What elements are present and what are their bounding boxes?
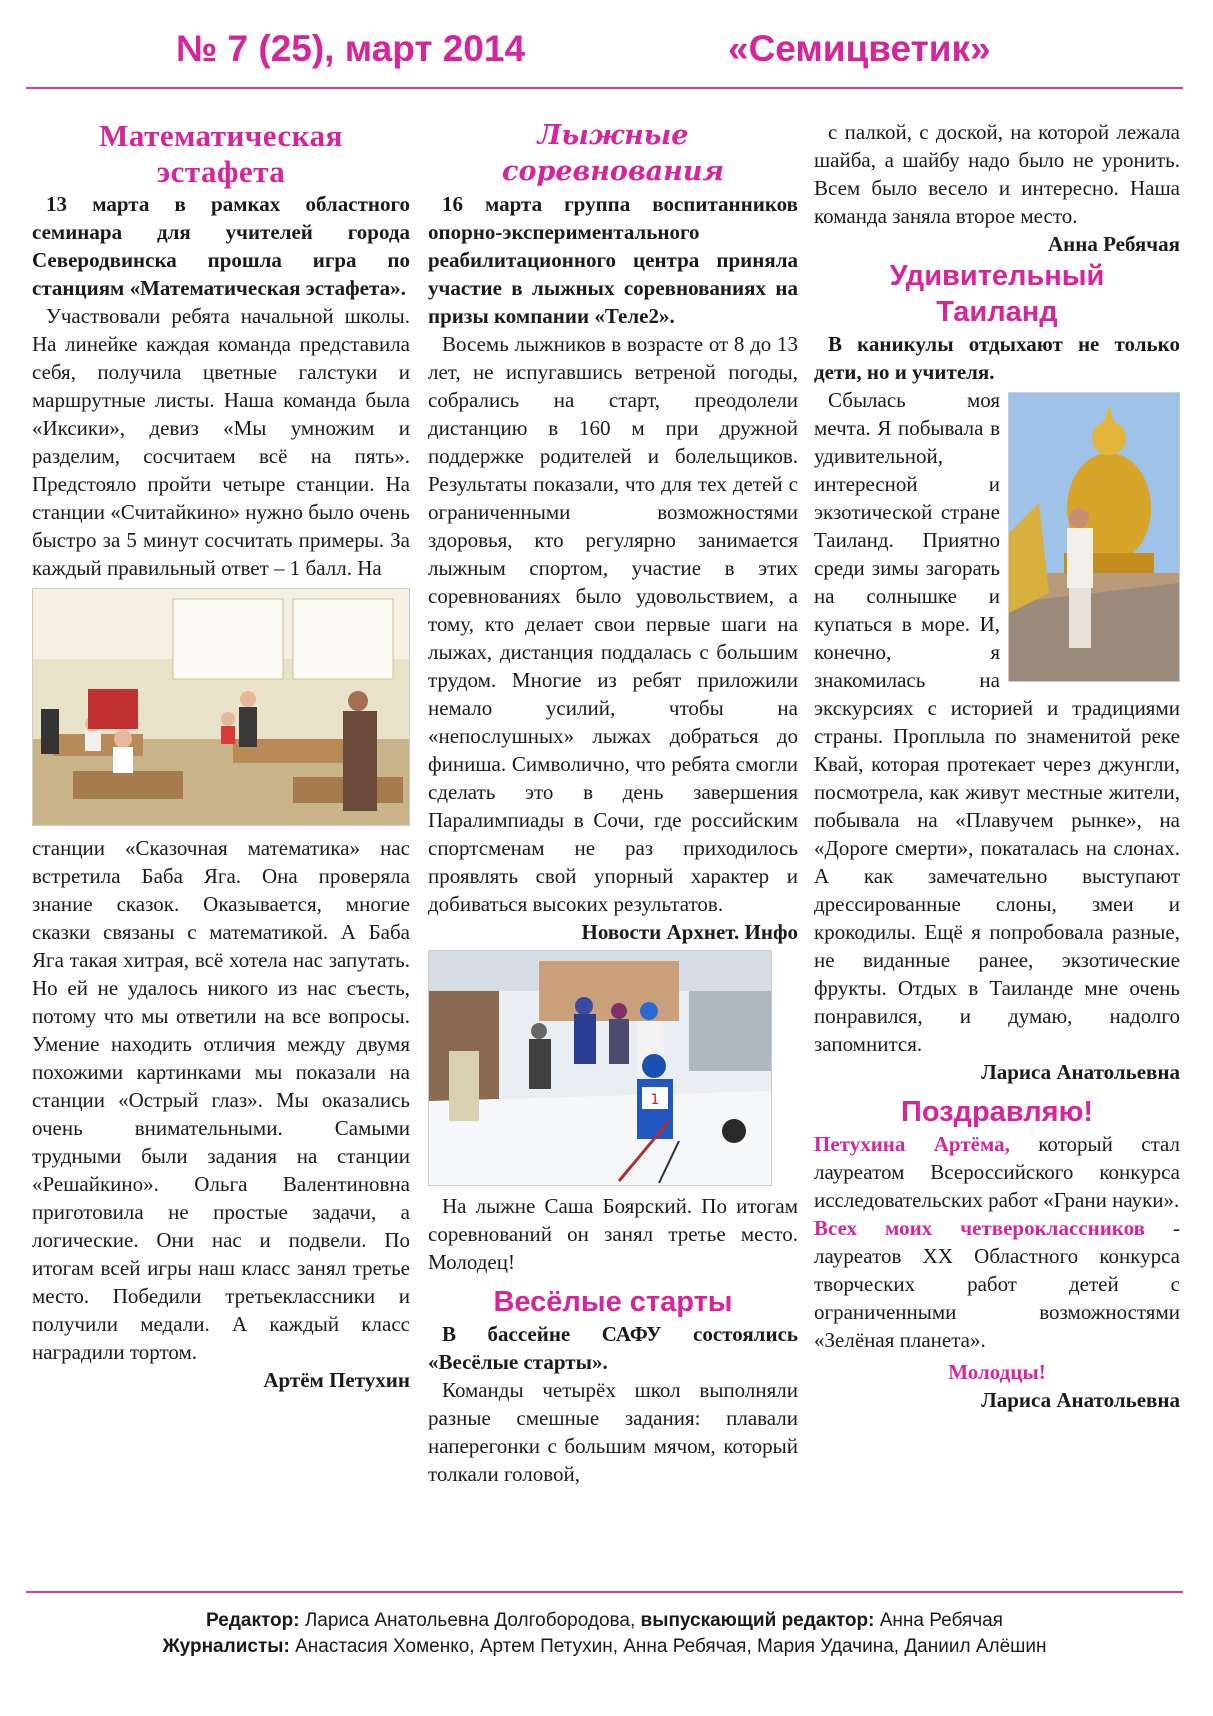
article-author: Лариса Анатольевна [981,1388,1180,1412]
congrats-paragraph-2 [814,1214,1180,1354]
top-divider [26,87,1183,89]
bottom-divider [26,1591,1183,1593]
article-paragraph: Восемь лыжников в возрасте от 8 до 13 лет, не испугавшись ветреной погоды, собрались на старт, преодолели дистанцию в 160 м при дружной поддержке родителей и болельщиков. Результаты показали, что для тех детей с ограниченными возможностями здоровья, кто регулярно занимается лыжным спортом, участие в этих соревнованиях было удовольствием, а тому, кто делает свои первые шаги на лыжах, дистанция поддалась с большим трудом. Многие из ребят приложили немало усилий, чтобы на «непослушных» лыжах добраться до финиша. Символично, что ребята смогли сделать это в день завершения Паралимпиады в Сочи, где российским спортсменам не раз приходилось проявлять свой упорный характер и добиваться высоких результатов. [428,332,798,916]
congrats-bravo: Молодцы! [948,1360,1046,1384]
title-line: Математическая [99,118,343,153]
photo-caption: На лыжне Саша Боярский. По итогам соревнований он занял третье место. Молодец! [428,1194,798,1274]
bib-number: 1 [650,1092,660,1108]
title-line: Удивительный [889,260,1105,292]
article-author: Лариса Анатольевна [981,1060,1180,1084]
thailand-buddha-photo [1008,392,1180,682]
article-paragraph: Команды четырёх школ выполняли разные смешные задания: плавали наперегонки с большим мячом, который толкали головой, [428,1378,798,1486]
article-title-math [32,118,410,190]
article-author: Артём Петухин [263,1368,410,1392]
article-paragraph: с палкой, с доской, на которой лежала шайба, а шайбу надо было не уронить. Всем было весело и интересно. Наша команда заняла второе место. [814,120,1180,228]
column-1 [32,118,410,1394]
congrats-title: Поздравляю! [900,1096,1094,1128]
article-lead: 16 марта группа воспитанников опорно-экспериментального реабилитационного центра приняла участие в лыжных соревнованиях на призы компании «Теле2». [428,192,798,328]
article-paragraph: Сбылась моя мечта. Я побывала в удивительной, интересной и экзотической стране Таиланд. Приятно среди зимы загорать на солнышке и купаться в море. И, конечно, я знакомилась на экскурсиях с историей и традициями страны. Проплыла по знаменитой реке Квай, которая протекает через джунгли, посмотрела, как живут местные жители, побывала на «Плавучем рынке», на «Дороге смерти», покаталась на слонах. А как замечательно выступают дрессированные слоны, змеи и крокодилы. Ещё я попробовала разные, не виданные ранее, экзотические фрукты. Отдых в Таиланде мне очень понравился, и думаю, надолго запомнится. [814,388,1180,1056]
column-2 [428,118,798,1488]
credits-value: Анна Ребячая [874,1610,1003,1631]
article-lead: В каникулы отдыхают не только дети, но и учителя. [814,332,1180,384]
title-line: Таиланд [936,296,1058,328]
article-title-thailand [814,258,1180,330]
credits-footer [26,1608,1183,1660]
column-3 [814,118,1180,1414]
congrats-name: Всех моих четвероклассников [814,1216,1145,1240]
masthead [0,28,1213,78]
credits-label: Редактор: [206,1610,300,1631]
credits-journalists [26,1634,1183,1660]
newspaper-name: «Семицветик» [728,28,991,69]
credits-label: Журналисты: [162,1636,290,1657]
article-lead: В бассейне САФУ состоялись «Весёлые старты». [428,1322,798,1374]
credits-value: Лариса Анатольевна Долгобородова, [299,1610,641,1631]
congrats-text: - лауреатов XX Областного конкурса творческих работ детей с ограниченными возможностями «Зелёная планета». [814,1216,1180,1352]
article-lead: 13 марта в рамках областного семинара для учителей города Северодвинска прошла игра по станциям «Математическая эстафета». [32,192,410,300]
credits-label: выпускающий редактор: [640,1610,875,1631]
article-author: Анна Ребячая [1047,232,1180,256]
article-paragraph: станции «Сказочная математика» нас встретила Баба Яга. Она проверяла знание сказок. Оказывается, многие сказки связаны с математикой. А Баба Яга такая хитрая, всё хотела нас запутать. Но ей не удалось никого из нас съесть, потому что мы ответили на все вопросы. Умение находить отличия между двумя похожими картинками мы показали на станции «Острый глаз». Мы оказались очень внимательными. Самыми трудными были задания на станции «Решайкино». Ольга Валентиновна приготовила не простые задачи, а логические. Они нас и подвели. По итогам всей игры наш класс занял третье место. Победили третьеклассники и получили медали. А каждый класс наградили тортом. [32,836,410,1364]
classroom-photo [32,588,410,826]
title-line: эстафета [156,154,286,189]
thailand-body [814,386,1180,1058]
article-source: Новости Архнет. Инфо [581,920,798,944]
ski-race-photo [428,950,772,1186]
article-title-ski: Лыжные соревнования [502,120,724,187]
article-title-fun-starts: Весёлые старты [493,1286,733,1318]
issue-number: № 7 (25), март 2014 [176,28,526,69]
congrats-name: Петухина Артёма, [814,1132,1010,1156]
credits-editors [26,1608,1183,1634]
congrats-text: который стал лауреатом Всероссийского конкурса исследовательских работ «Грани науки». [814,1132,1180,1212]
credits-value: Анастасия Хоменко, Артем Петухин, Анна Ребячая, Мария Удачина, Даниил Алёшин [289,1636,1047,1657]
congrats-paragraph-1 [814,1130,1180,1214]
article-paragraph: Участвовали ребята начальной школы. На линейке каждая команда представила себя, получила цветные галстуки и маршрутные листы. Наша команда была «Иксики», девиз «Мы умножим и разделим, сосчитаем всё на пять». Предстояло пройти четыре станции. На станции «Считайкино» нужно было очень быстро за 5 минут сосчитать примеры. За каждый правильный ответ – 1 балл. На [32,304,410,580]
